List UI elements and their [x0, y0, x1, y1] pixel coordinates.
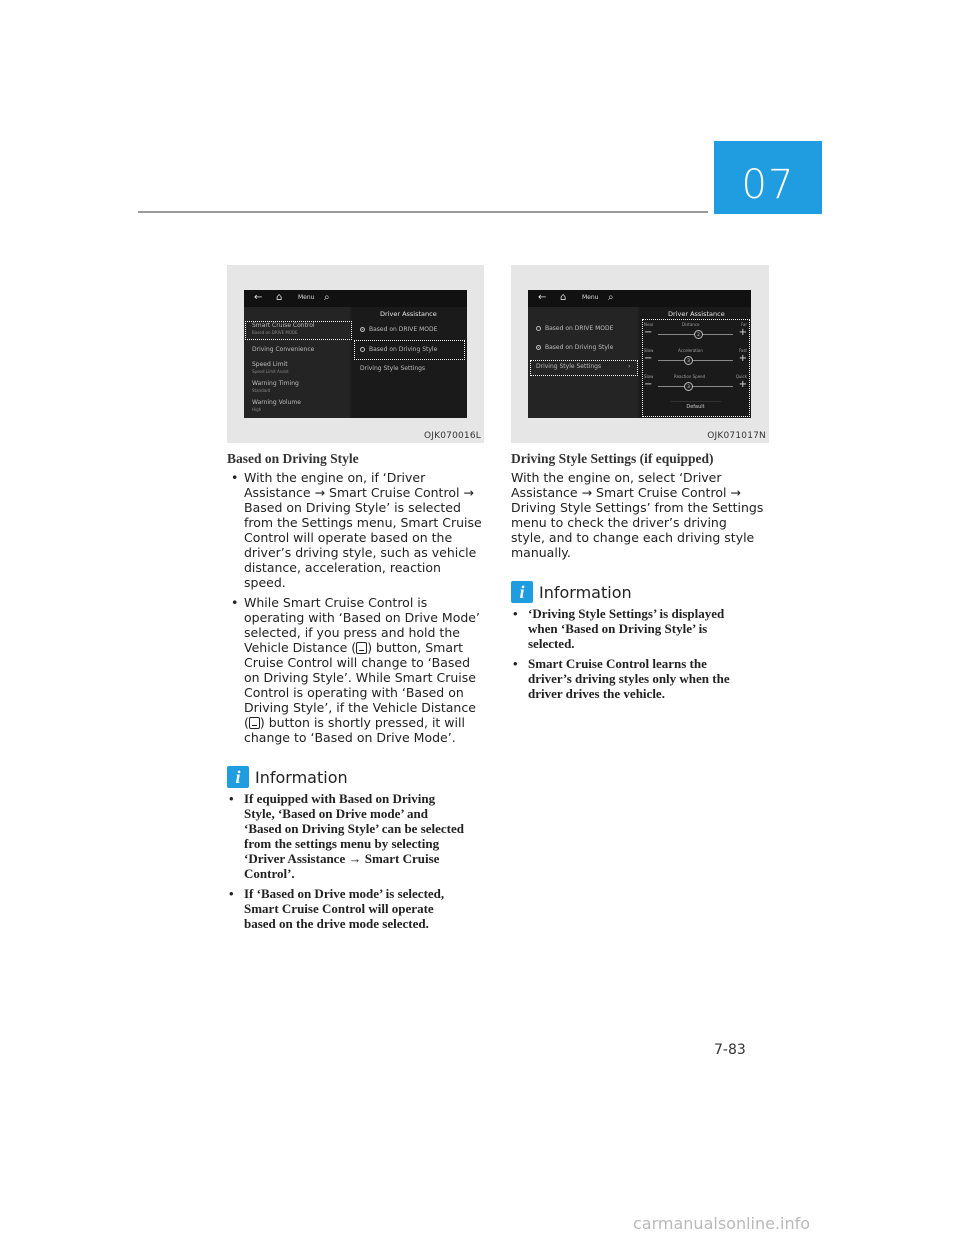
bullet-list — [227, 470, 495, 745]
vehicle-distance-icon — [356, 642, 367, 654]
chevron-right-icon: › — [628, 363, 631, 370]
plus-icon: + — [738, 379, 747, 390]
slider-knob: 2 — [694, 330, 703, 339]
radio-icon — [536, 326, 541, 331]
search-icon: ⌕ — [324, 292, 330, 303]
option-driving-style-settings: Driving Style Settings — [360, 365, 426, 372]
slider-max-label: Far — [740, 322, 747, 327]
minus-icon: − — [644, 353, 653, 364]
highlight-box — [354, 340, 465, 360]
info-list — [227, 791, 495, 931]
info-item: • ‘Driving Style Settings’ is displayed when ‘Based on Driving Style’ is selected. — [511, 606, 779, 651]
info-list — [511, 606, 779, 701]
header-rule — [138, 211, 708, 213]
option-based-on-drive-mode: Based on DRIVE MODE — [360, 326, 437, 333]
home-icon: ⌂ — [276, 292, 283, 303]
option-based-on-driving-style: Based on Driving Style — [536, 344, 613, 351]
figure-code: OJK071017N — [707, 431, 766, 441]
menu-item-warning-volume: Warning Volume High — [252, 399, 301, 412]
back-arrow-icon: ← — [254, 292, 263, 303]
menu-label: Menu — [582, 294, 599, 301]
screen-mockup — [528, 290, 751, 418]
figure-driving-style-settings — [511, 265, 769, 443]
default-button: Default — [670, 401, 721, 412]
highlight-box — [530, 360, 638, 376]
slider-max-label: Quick — [735, 374, 747, 379]
right-column — [511, 451, 779, 701]
radio-icon — [536, 345, 541, 350]
top-bar — [244, 290, 467, 307]
plus-icon: + — [738, 327, 747, 338]
info-heading: i Information — [511, 581, 779, 603]
option-based-on-driving-style: Based on Driving Style — [360, 346, 437, 353]
info-heading: i Information — [227, 766, 495, 788]
slider-min-label: Slow — [644, 374, 654, 379]
left-column — [227, 451, 495, 931]
chapter-tab — [714, 141, 822, 214]
watermark[interactable]: carmanualsonline.info — [633, 1214, 811, 1233]
menu-item-driving-convenience: Driving Convenience — [252, 346, 315, 353]
minus-icon: − — [644, 379, 653, 390]
info-item: • If equipped with Based on Driving Style, ‘Based on Drive mode’ and ‘Based on Driving Style’ can be selected from the settings menu by selecting ‘Driver Assistance → Smart Cruise Control’. — [227, 791, 495, 881]
information-icon: i — [227, 766, 249, 788]
information-icon: i — [511, 581, 533, 603]
slider-min-label: Slow — [644, 348, 654, 353]
info-item: • Smart Cruise Control learns the driver’s driving styles only when the driver drives the vehicle. — [511, 656, 779, 701]
slider-title: Acceleration — [678, 348, 703, 353]
minus-icon: − — [644, 327, 653, 338]
paragraph: With the engine on, select ‘Driver Assistance → Smart Cruise Control → Driving Style Settings’ from the Settings menu to check the driver’s driving style, and to change each driving style manually. — [511, 470, 764, 560]
radio-icon — [360, 327, 365, 332]
slider-title: Distance — [682, 322, 700, 327]
menu-label: Menu — [298, 294, 315, 301]
slider-title: Reaction Speed — [674, 374, 706, 379]
section-heading: Based on Driving Style — [227, 451, 359, 466]
slider-knob: 3 — [684, 382, 693, 391]
menu-item-speed-limit: Speed Limit Speed Limit Assist — [252, 361, 289, 374]
option-driving-style-settings: Driving Style Settings — [536, 363, 602, 370]
bullet-item: • With the engine on, if ‘Driver Assistance → Smart Cruise Control → Based on Driving Style’ is selected from the Settings menu, Smart Cruise Control will operate based on the driver’s driving style, such as vehicle distance, acceleration, reaction speed. — [227, 470, 495, 590]
section-heading: Driving Style Settings (if equipped) — [511, 451, 714, 466]
page-number: 7-83 — [714, 1042, 746, 1058]
figure-smart-cruise-menu — [227, 265, 484, 443]
screen-mockup — [244, 290, 467, 418]
back-arrow-icon: ← — [538, 292, 547, 303]
right-panel — [352, 307, 467, 418]
option-based-on-drive-mode: Based on DRIVE MODE — [536, 325, 613, 332]
chapter-number: 07 — [741, 162, 795, 208]
plus-icon: + — [738, 353, 747, 364]
slider-knob: 3 — [684, 356, 693, 365]
bullet-item: • While Smart Cruise Control is operating with ‘Based on Drive Mode’ selected, if you press and hold the Vehicle Distance ( ) button, Smart Cruise Control will change to ‘Based on Driving Style’. While Smart Cruise Control is operating with ‘Based on Driving Style’, if the Vehicle Distance ( ) button is shortly pressed, it will change to ‘Based on Drive Mode’. — [227, 595, 495, 745]
slider-max-label: Fast — [738, 348, 747, 353]
top-bar — [528, 290, 751, 307]
vehicle-distance-icon — [249, 717, 260, 729]
info-item: • If ‘Based on Drive mode’ is selected, Smart Cruise Control will operate based on the drive mode selected. — [227, 886, 495, 931]
menu-item-smart-cruise-control: Smart Cruise Control Based on DRIVE MODE — [252, 322, 315, 335]
panel-title: Driver Assistance — [668, 310, 725, 318]
panel-title: Driver Assistance — [380, 310, 437, 318]
highlight-box — [245, 321, 352, 340]
menu-item-warning-timing: Warning Timing Standard — [252, 380, 299, 393]
figure-code: OJK070016L — [423, 431, 481, 441]
highlight-box — [642, 319, 750, 417]
search-icon: ⌕ — [608, 292, 614, 303]
slider-min-label: Near — [644, 322, 654, 327]
home-icon: ⌂ — [560, 292, 567, 303]
